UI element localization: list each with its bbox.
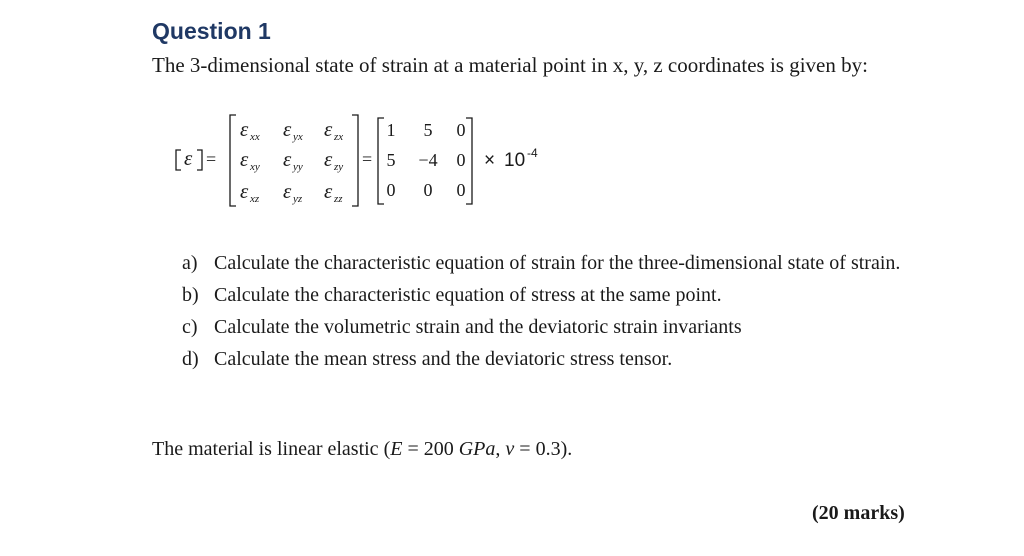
eps-zz: ε (324, 179, 333, 203)
eps-zy: ε (324, 147, 333, 171)
eps-yx: ε (283, 117, 292, 141)
part-c-text: Calculate the volumetric strain and the deviatoric strain invariants (214, 316, 742, 338)
modulus-symbol: E (390, 438, 403, 460)
part-d (182, 347, 922, 372)
eps-zx: ε (324, 117, 333, 141)
value-r3c2: 0 (423, 180, 433, 200)
modulus-unit: GPa (458, 438, 496, 460)
multiplier-base: 10 (504, 150, 526, 171)
sub-zy: zy (334, 161, 344, 173)
value-r2c3: 0 (456, 150, 466, 170)
sub-xy: xy (250, 161, 260, 173)
sub-xx: xx (250, 131, 260, 143)
eps-yy: ε (283, 147, 292, 171)
part-a-letter: a) (182, 252, 198, 274)
value-r2c2: −4 (418, 150, 438, 170)
sub-zx: zx (334, 131, 344, 143)
equals-sign-2: = (362, 149, 373, 169)
sub-yx: yx (293, 131, 303, 143)
eps-xx: ε (240, 117, 249, 141)
lhs-epsilon: ε (184, 146, 193, 170)
part-d-text: Calculate the mean stress and the deviatoric stress tensor. (214, 348, 673, 370)
multiply-sign: × (484, 150, 496, 171)
material-prefix: The material is linear elastic ( (152, 438, 391, 460)
part-b (182, 283, 922, 308)
poisson-value: = 0.3). (514, 438, 573, 460)
material-separator: , (495, 438, 506, 460)
eps-xz: ε (240, 179, 249, 203)
sub-zz: zz (334, 193, 343, 205)
part-a (182, 251, 922, 276)
value-matrix-left-bracket (378, 118, 384, 204)
part-c-letter: c) (182, 316, 198, 338)
eps-yz: ε (283, 179, 292, 203)
lhs-left-bracket (176, 150, 181, 170)
strain-matrix-left-bracket (230, 115, 236, 206)
part-b-text: Calculate the characteristic equation of stress at the same point. (214, 284, 722, 306)
strain-matrix-right-bracket (352, 115, 358, 206)
part-b-letter: b) (182, 284, 199, 306)
multiplier-exponent: -4 (527, 146, 538, 160)
value-r1c2: 5 (423, 120, 433, 140)
value-r3c3: 0 (456, 180, 466, 200)
modulus-value: = 200 (402, 438, 459, 460)
lhs-right-bracket (197, 150, 202, 170)
material-properties (152, 438, 572, 461)
part-a-text: Calculate the characteristic equation of strain for the three-dimensional state of strain. (214, 252, 901, 274)
value-r3c1: 0 (386, 180, 396, 200)
sub-yy: yy (293, 161, 303, 173)
poisson-symbol: ν (505, 438, 515, 460)
value-matrix-right-bracket (466, 118, 472, 204)
part-c (182, 315, 922, 340)
question-title: Question 1 (152, 18, 271, 44)
question-intro: The 3-dimensional state of strain at a material point in x, y, z coordinates is given by: (152, 53, 868, 77)
part-d-letter: d) (182, 348, 199, 370)
question-parts (182, 251, 922, 379)
equals-sign-1: = (206, 149, 217, 169)
sub-yz: yz (293, 193, 303, 205)
value-r2c1: 5 (386, 150, 396, 170)
eps-xy: ε (240, 147, 249, 171)
value-r1c1: 1 (386, 120, 396, 140)
value-r1c3: 0 (456, 120, 466, 140)
marks-label: (20 marks) (812, 502, 905, 524)
sub-xz: xz (250, 193, 260, 205)
